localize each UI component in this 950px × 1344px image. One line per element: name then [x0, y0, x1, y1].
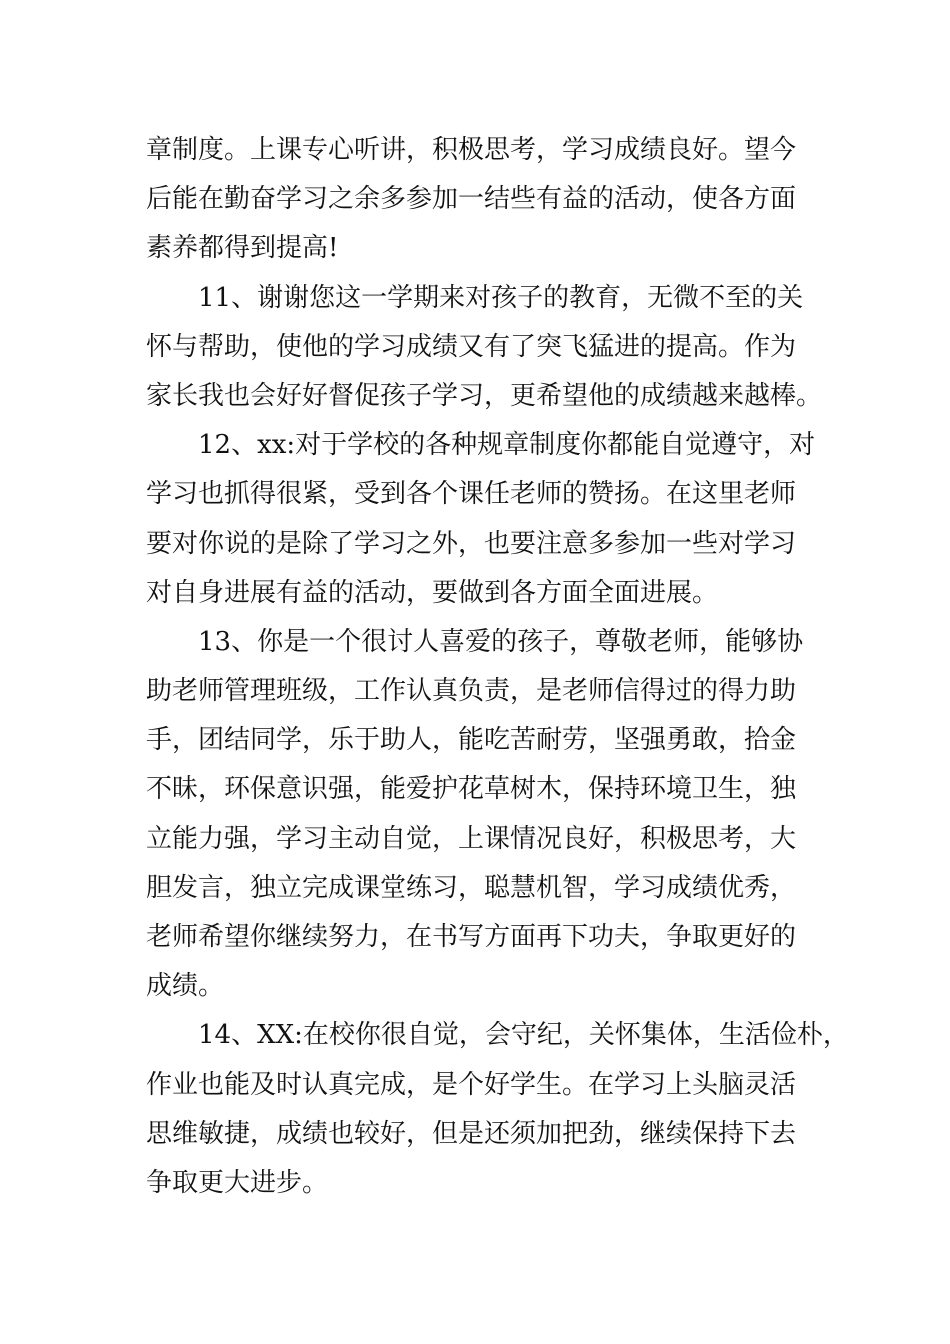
- document-body: [146, 126, 849, 1208]
- text-line: 成绩。: [146, 971, 225, 1002]
- text-line: 14、XX:在校你很自觉，会守纪，关怀集体，生活俭朴，: [198, 1020, 849, 1051]
- text-line: 12、xx:对于学校的各种规章制度你都能自觉遵守，对: [198, 430, 816, 461]
- paragraph-13: [146, 618, 818, 1012]
- text-line: 立能力强，学习主动自觉，上课情况良好，积极思考，大: [146, 823, 797, 854]
- text-line: 学习也抓得很紧，受到各个课任老师的赞扬。在这里老师: [146, 479, 797, 510]
- paragraph-14: [146, 1011, 849, 1208]
- text-line: 13、你是一个很讨人喜爱的孩子，尊敬老师，能够协: [198, 626, 804, 657]
- text-line: 家长我也会好好督促孩子学习，更希望他的成绩越来越棒。: [146, 380, 823, 411]
- text-line: 章制度。上课专心听讲，积极思考，学习成绩良好。望今: [146, 135, 797, 165]
- text-line: 怀与帮助，使他的学习成绩又有了突飞猛进的提高。作为: [146, 331, 797, 362]
- text-line: 争取更大进步。: [146, 1167, 329, 1198]
- text-line: 素养都得到提高!: [146, 233, 339, 264]
- paragraph-continued: [146, 126, 818, 274]
- text-line: 对自身进展有益的活动，要做到各方面全面进展。: [146, 577, 719, 608]
- text-line: 不昧，环保意识强，能爱护花草树木，保持环境卫生，独: [146, 774, 797, 805]
- text-line: 作业也能及时认真完成，是个好学生。在学习上头脑灵活: [146, 1069, 797, 1100]
- paragraph-12: [146, 421, 818, 618]
- text-line: 后能在勤奋学习之余多参加一结些有益的活动，使各方面: [146, 184, 797, 215]
- text-line: 胆发言，独立完成课堂练习，聪慧机智，学习成绩优秀，: [146, 872, 797, 903]
- text-line: 手，团结同学，乐于助人，能吃苦耐劳，坚强勇敢，拾金: [146, 725, 797, 756]
- text-line: 要对你说的是除了学习之外，也要注意多参加一些对学习: [146, 528, 797, 559]
- text-line: 老师希望你继续努力，在书写方面再下功夫，争取更好的: [146, 922, 797, 952]
- text-line: 助老师管理班级，工作认真负责，是老师信得过的得力助: [146, 676, 797, 707]
- paragraph-11: [146, 274, 823, 422]
- text-line: 11、谢谢您这一学期来对孩子的教育，无微不至的关: [198, 282, 804, 313]
- text-line: 思维敏捷，成绩也较好，但是还须加把劲，继续保持下去: [146, 1118, 797, 1149]
